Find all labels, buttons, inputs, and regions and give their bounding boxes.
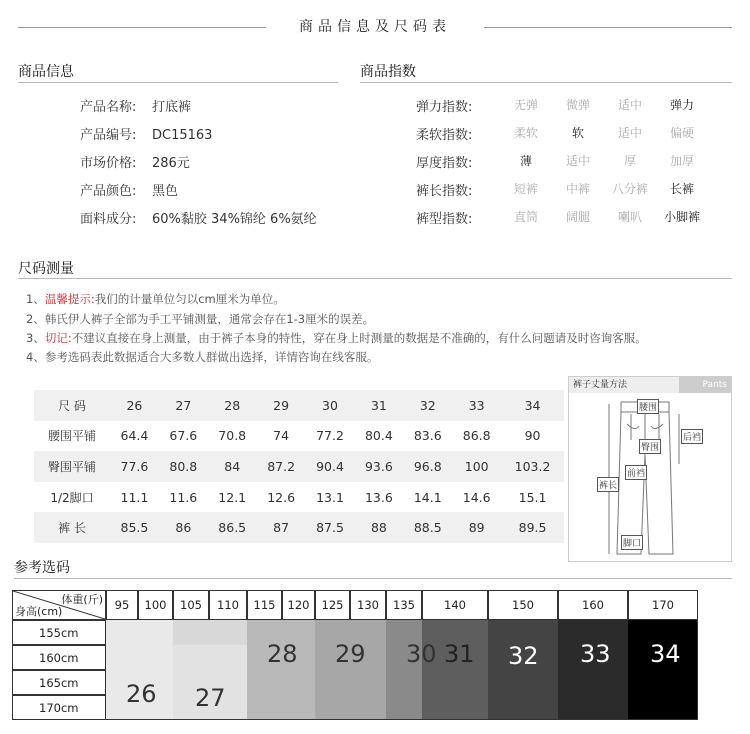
diagram-label-hip: 臀围 bbox=[639, 439, 661, 454]
title-rule-left bbox=[18, 27, 266, 28]
size-table-cell: 80.8 bbox=[159, 451, 208, 482]
size-table-cell: 30 bbox=[306, 390, 355, 421]
index-label: 柔软指数: bbox=[416, 128, 473, 143]
size-number: 32 bbox=[508, 642, 539, 670]
size-block-29 bbox=[315, 620, 386, 720]
size-table-cell: 89.5 bbox=[501, 512, 564, 543]
size-table-row bbox=[34, 482, 564, 513]
size-table-cell: 90 bbox=[524, 428, 541, 444]
size-table-cell: 77.6 bbox=[110, 451, 159, 482]
size-table-cell: 86 bbox=[159, 512, 208, 543]
info-row-code bbox=[80, 124, 212, 146]
measure-diagram bbox=[568, 376, 732, 562]
index-option: 微弹 bbox=[565, 98, 590, 112]
index-option-selected: 弹力 bbox=[669, 98, 694, 112]
size-number: 27 bbox=[195, 684, 226, 712]
weight-header: 110 bbox=[209, 590, 247, 620]
size-table-cell: 15.1 bbox=[518, 489, 547, 505]
size-table-cell: 83.6 bbox=[413, 428, 442, 444]
diagram-caption: 裤子丈量方法 bbox=[569, 377, 731, 393]
index-option-selected: 软 bbox=[571, 126, 584, 140]
size-table-cell: 96.8 bbox=[403, 451, 452, 482]
height-label: 165cm bbox=[12, 670, 106, 695]
size-table-cell: 84 bbox=[208, 451, 257, 482]
info-row-price bbox=[80, 152, 190, 174]
note-text: 不建议直接在身上测量，由于裤子本身的特性，穿在身上时测量的数据是不准确的，有什么问题请及时咨询客服。 bbox=[71, 331, 647, 345]
info-value: 286元 bbox=[152, 156, 190, 171]
height-label: 160cm bbox=[12, 645, 106, 670]
title-rule-right bbox=[484, 27, 732, 28]
diagram-label-length: 裤长 bbox=[597, 477, 619, 492]
size-number: 26 bbox=[126, 680, 157, 708]
product-info-heading: 商品信息 bbox=[18, 64, 74, 80]
corner-weight-label: 体重(斤) bbox=[61, 593, 103, 606]
note-prefix: 4、 bbox=[26, 350, 45, 364]
info-row-color bbox=[80, 180, 178, 202]
index-option: 直筒 bbox=[513, 210, 538, 224]
index-option-selected: 薄 bbox=[519, 154, 532, 168]
size-table-cell: 33 bbox=[452, 390, 501, 421]
size-table-cell: 11.1 bbox=[120, 489, 149, 505]
size-block-27-top bbox=[173, 620, 247, 645]
index-option: 适中 bbox=[617, 126, 642, 140]
index-option: 中裤 bbox=[565, 182, 590, 196]
index-label: 裤长指数: bbox=[416, 184, 473, 199]
info-row-name bbox=[80, 96, 191, 118]
weight-header: 130 bbox=[350, 590, 386, 620]
weight-header: 140 bbox=[422, 590, 488, 620]
size-table-cell: 28 bbox=[208, 390, 257, 421]
note-4 bbox=[26, 349, 378, 365]
size-block-32 bbox=[488, 620, 558, 720]
size-table-cell: 87.5 bbox=[306, 512, 355, 543]
note-prefix: 2、 bbox=[26, 312, 45, 326]
info-row-fabric bbox=[80, 208, 317, 230]
reference-heading: 参考选码 bbox=[14, 560, 70, 576]
size-table-cell: 32 bbox=[403, 390, 452, 421]
weight-header: 125 bbox=[315, 590, 350, 620]
index-option-selected: 长裤 bbox=[669, 182, 694, 196]
diagram-label-front-rise: 前裆 bbox=[625, 465, 647, 480]
weight-header: 135 bbox=[386, 590, 422, 620]
index-option: 加厚 bbox=[669, 154, 694, 168]
size-measure-heading: 尺码测量 bbox=[18, 261, 74, 277]
height-label: 155cm bbox=[12, 620, 106, 645]
weight-header: 95 bbox=[106, 590, 138, 620]
info-label: 产品颜色: bbox=[80, 184, 137, 199]
size-table-cell: 86.8 bbox=[462, 428, 491, 444]
info-label: 产品编号: bbox=[80, 128, 137, 143]
weight-header: 160 bbox=[558, 590, 628, 620]
weight-header: 150 bbox=[488, 590, 558, 620]
index-option-selected: 小脚裤 bbox=[663, 210, 700, 224]
info-value: 60%黏胶 34%锦纶 6%氨纶 bbox=[152, 212, 317, 227]
product-index-rule bbox=[360, 82, 732, 83]
row-divider bbox=[12, 645, 106, 646]
size-number: 28 bbox=[267, 640, 298, 668]
size-block-28 bbox=[247, 620, 315, 720]
info-label: 产品名称: bbox=[80, 100, 137, 115]
size-table-cell: 70.8 bbox=[218, 428, 247, 444]
page-title bbox=[0, 14, 750, 40]
note-highlight: 温馨提示: bbox=[44, 292, 95, 306]
index-option: 适中 bbox=[565, 154, 590, 168]
index-option: 无弹 bbox=[513, 98, 538, 112]
size-block-33 bbox=[558, 620, 628, 720]
size-table-row-label: 裤 长 bbox=[34, 512, 110, 543]
size-table-cell: 13.1 bbox=[316, 489, 344, 505]
size-number: 34 bbox=[650, 640, 681, 668]
product-index-heading: 商品指数 bbox=[360, 64, 416, 80]
index-option: 短裤 bbox=[513, 182, 538, 196]
size-table-cell: 88.5 bbox=[403, 512, 452, 543]
page-title-text: 商品信息及尺码表 bbox=[299, 19, 451, 35]
row-divider bbox=[12, 670, 106, 671]
size-table-cell: 27 bbox=[159, 390, 208, 421]
size-table-row bbox=[34, 451, 564, 482]
size-table-cell: 88 bbox=[354, 512, 403, 543]
note-prefix: 1、 bbox=[26, 292, 45, 306]
size-table-cell: 74 bbox=[273, 428, 290, 444]
size-table-cell: 93.6 bbox=[354, 451, 403, 482]
diagram-label-waist: 腰围 bbox=[637, 399, 659, 414]
index-option: 柔软 bbox=[513, 126, 538, 140]
info-value: 打底裤 bbox=[152, 100, 192, 115]
size-table-cell: 64.4 bbox=[120, 428, 149, 444]
size-table-cell: 77.2 bbox=[316, 428, 344, 444]
size-table-cell: 87.2 bbox=[257, 451, 306, 482]
note-3 bbox=[26, 330, 647, 346]
diagram-label-hem: 脚口 bbox=[621, 535, 643, 550]
size-table-row bbox=[34, 421, 564, 452]
size-table-cell: 103.2 bbox=[501, 451, 564, 482]
product-info-rule bbox=[18, 82, 338, 83]
size-table-row bbox=[34, 512, 564, 543]
weight-header: 115 bbox=[247, 590, 282, 620]
size-block-34 bbox=[628, 620, 698, 720]
index-option: 偏硬 bbox=[669, 126, 694, 140]
size-table-cell: 86.5 bbox=[208, 512, 257, 543]
index-option: 八分裤 bbox=[611, 182, 648, 196]
size-number: 29 bbox=[335, 640, 366, 668]
info-label: 面料成分: bbox=[80, 212, 137, 227]
diagram-label-back-rise: 后裆 bbox=[681, 429, 703, 444]
reference-grid bbox=[12, 590, 738, 720]
size-table-cell: 14.6 bbox=[462, 489, 491, 505]
info-value: DC15163 bbox=[152, 128, 213, 143]
size-table-cell: 11.6 bbox=[169, 489, 198, 505]
reference-rule bbox=[14, 578, 732, 579]
size-number: 30 bbox=[406, 640, 437, 668]
info-label: 市场价格: bbox=[80, 156, 137, 171]
size-table-row bbox=[34, 390, 564, 421]
size-number: 31 bbox=[444, 640, 475, 668]
row-divider bbox=[12, 695, 106, 696]
size-table-row-label: 腰围平铺 bbox=[47, 429, 96, 444]
note-highlight: 切记: bbox=[44, 331, 72, 345]
size-table-cell: 12.6 bbox=[267, 489, 296, 505]
note-2 bbox=[26, 311, 374, 327]
size-block-30 bbox=[386, 620, 422, 720]
size-table-row-label: 臀围平铺 bbox=[34, 451, 110, 482]
note-text: 参考选码表此数据适合大多数人群做出选择，详情咨询在线客服。 bbox=[44, 350, 379, 364]
note-1 bbox=[26, 291, 285, 307]
size-table-row-label: 1/2脚口 bbox=[50, 490, 94, 505]
size-number: 33 bbox=[580, 640, 611, 668]
size-table-cell: 29 bbox=[257, 390, 306, 421]
size-measure-rule bbox=[18, 278, 732, 279]
index-label: 裤型指数: bbox=[416, 212, 473, 227]
size-table-cell: 26 bbox=[110, 390, 159, 421]
index-label: 厚度指数: bbox=[416, 156, 473, 171]
size-table-cell: 100 bbox=[452, 451, 501, 482]
size-table bbox=[34, 390, 564, 543]
grid-corner bbox=[12, 590, 106, 620]
index-option: 阔腿 bbox=[565, 210, 590, 224]
size-block-31 bbox=[422, 620, 488, 720]
size-table-cell: 12.1 bbox=[218, 489, 247, 505]
corner-height-label: 身高(cm) bbox=[15, 605, 63, 618]
weight-header: 100 bbox=[138, 590, 173, 620]
index-option: 喇叭 bbox=[617, 210, 642, 224]
index-option: 适中 bbox=[617, 98, 642, 112]
weight-header: 105 bbox=[173, 590, 209, 620]
weight-header: 120 bbox=[282, 590, 315, 620]
pants-icon bbox=[569, 394, 731, 562]
info-value: 黑色 bbox=[152, 184, 179, 199]
note-prefix: 3、 bbox=[26, 331, 45, 345]
size-table-cell: 85.5 bbox=[110, 512, 159, 543]
size-table-cell: 87 bbox=[257, 512, 306, 543]
note-text: 我们的计量单位匀以cm厘米为单位。 bbox=[94, 292, 285, 306]
index-label: 弹力指数: bbox=[416, 100, 473, 115]
diagram-caption-en: Pants bbox=[702, 380, 727, 390]
note-text: 韩氏伊人裤子全部为手工平铺测量，通常会存在1-3厘米的误差。 bbox=[44, 312, 375, 326]
index-option: 厚 bbox=[623, 154, 636, 168]
size-table-cell: 13.6 bbox=[364, 489, 393, 505]
size-table-cell: 80.4 bbox=[364, 428, 393, 444]
size-table-cell: 14.1 bbox=[413, 489, 442, 505]
size-table-cell: 89 bbox=[452, 512, 501, 543]
height-label: 170cm bbox=[12, 695, 106, 720]
weight-header: 170 bbox=[628, 590, 698, 620]
size-table-cell: 34 bbox=[501, 390, 564, 421]
size-table-cell: 90.4 bbox=[306, 451, 355, 482]
size-table-row-label: 尺 码 bbox=[34, 390, 110, 421]
size-table-cell: 67.6 bbox=[169, 428, 198, 444]
size-table-cell: 31 bbox=[354, 390, 403, 421]
